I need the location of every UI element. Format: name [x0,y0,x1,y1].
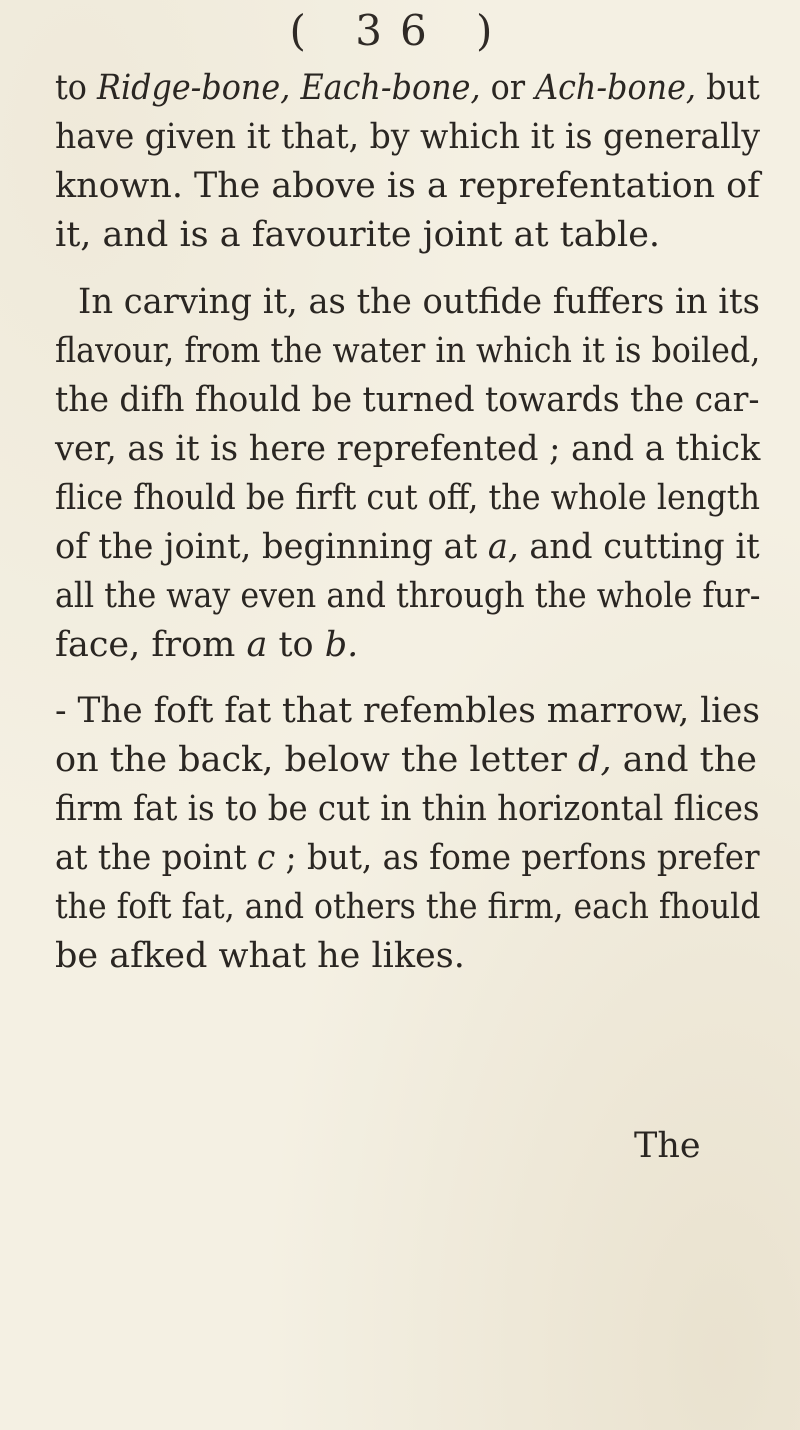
text-line [55,689,760,733]
text-span: it, and is a favourite joint at table. [55,215,661,255]
page-number: ( 36 ) [289,6,511,55]
text-span-italic: Ach-bone, [535,68,697,108]
text-span: - The foft fat that refembles marrow, lies [55,691,760,731]
text-line [55,885,760,929]
text-line [55,574,760,618]
text-span: to [267,625,325,665]
text-span: all the way even and through the whole fur- [55,576,761,616]
text-span: face, from [55,625,247,665]
text-line [55,836,760,880]
text-span: be afked what he likes. [55,936,465,976]
text-span: on the back, below the letter [55,740,579,780]
text-line [55,476,760,520]
text-line [55,115,760,159]
text-span: but [696,68,760,108]
text-line [55,934,465,978]
text-span: at the point [55,838,258,878]
text-span: and cutting it [518,527,760,567]
text-line [55,427,760,471]
text-span: and the [611,740,757,780]
text-line [55,66,760,110]
text-span: ; but, as fome perfons prefer [275,838,760,878]
text-line [55,525,760,569]
text-line [55,164,760,208]
text-span: have given it that, by which it is generally [55,117,761,157]
text-span: or [480,68,536,108]
text-line [55,329,760,373]
text-span: to [55,68,98,108]
text-span: the foft fat, and others the firm, each fhould [55,887,761,927]
text-line [55,623,358,667]
text-line [55,213,660,257]
text-span: flice fhould be firft cut off, the whole length [55,478,761,518]
text-span-italic: Each-bone, [300,68,481,108]
text-span-italic: a, [487,527,519,567]
text-span-italic: c [257,838,276,878]
text-span: firm fat is to be cut in thin horizontal flices [55,789,760,829]
text-span: of the joint, beginning at [55,527,488,567]
text-span: the difh fhould be turned towards the car- [55,380,760,420]
text-span-italic: b. [324,625,359,665]
text-line [55,738,757,782]
text-span: known. The above is a reprefentation of [55,166,760,206]
text-span: In carving it, as the outfide fuffers in its [78,282,760,322]
catchword: The [634,1126,701,1166]
text-span-italic: a [246,625,268,665]
text-line [78,280,760,324]
text-span: flavour, from the water in which it is boiled, [55,331,761,371]
text-span [290,68,300,108]
text-line [55,787,760,831]
text-span-italic: d, [578,740,612,780]
text-span: ver, as it is here reprefented ; and a thick [55,429,761,469]
text-line [55,378,760,422]
text-span-italic: Ridge-bone, [97,68,291,108]
